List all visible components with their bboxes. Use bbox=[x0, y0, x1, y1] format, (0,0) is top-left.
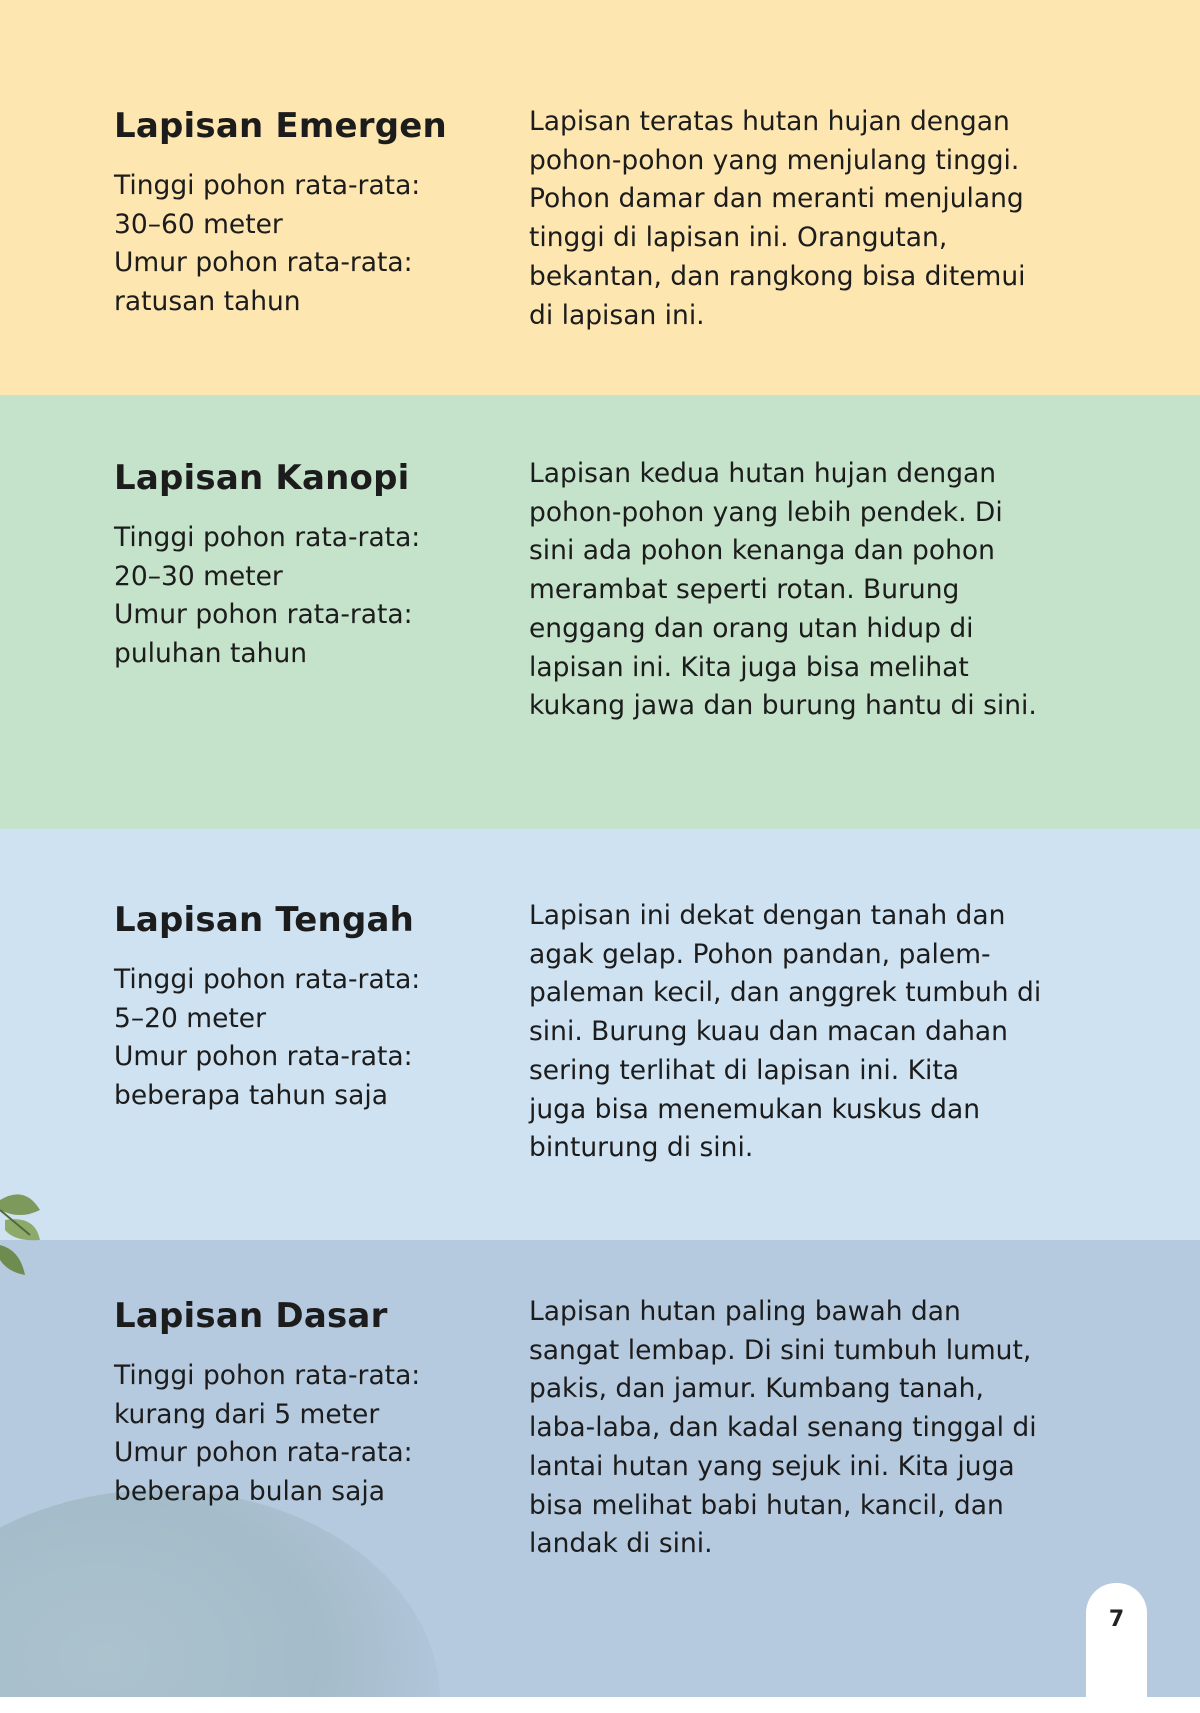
age-value: beberapa bulan saja bbox=[114, 1475, 385, 1507]
description-line: sini ada pohon kenanga dan pohon bbox=[529, 535, 995, 567]
layer-title: Lapisan Tengah bbox=[114, 900, 415, 940]
emergen-info bbox=[114, 106, 474, 322]
tengah-info bbox=[114, 900, 474, 1116]
tengah-description bbox=[529, 897, 1089, 1168]
description-line: juga bisa menemukan kuskus dan bbox=[529, 1093, 981, 1125]
description-line: bekantan, dan rangkong bisa ditemui bbox=[529, 260, 1026, 292]
description-line: landak di sini. bbox=[529, 1528, 713, 1560]
description-line: Lapisan ini dekat dengan tanah dan bbox=[529, 900, 1006, 931]
description-line: lantai hutan yang sejuk ini. Kita juga bbox=[529, 1450, 1015, 1482]
description-line: laba-laba, dan kadal senang tinggal di bbox=[529, 1412, 1037, 1444]
description-line: pohon-pohon yang lebih pendek. Di bbox=[529, 496, 1003, 528]
description-line: sini. Burung kuau dan macan dahan bbox=[529, 1016, 1008, 1048]
age-value: puluhan tahun bbox=[114, 637, 308, 669]
description-line: lapisan ini. Kita juga bisa melihat bbox=[529, 651, 969, 683]
kanopi-description bbox=[529, 455, 1089, 726]
page-number: 7 bbox=[1108, 1607, 1125, 1632]
dasar-description bbox=[529, 1293, 1089, 1564]
height-label: Tinggi pohon rata-rata: bbox=[114, 963, 421, 995]
description-line: pohon-pohon yang menjulang tinggi. bbox=[529, 144, 1020, 176]
background-hill bbox=[0, 1490, 440, 1697]
age-value: beberapa tahun saja bbox=[114, 1079, 388, 1111]
description-line: paleman kecil, dan anggrek tumbuh di bbox=[529, 977, 1042, 1009]
description-line: enggang dan orang utan hidup di bbox=[529, 612, 974, 644]
description-line: di lapisan ini. bbox=[529, 299, 705, 331]
description-line: Lapisan kedua hutan hujan dengan bbox=[529, 458, 997, 489]
height-label: Tinggi pohon rata-rata: bbox=[114, 1359, 421, 1391]
age-label: Umur pohon rata-rata: bbox=[114, 247, 413, 279]
description-line: Lapisan hutan paling bawah dan bbox=[529, 1296, 961, 1327]
kanopi-layer-section bbox=[0, 395, 1200, 829]
height-label: Tinggi pohon rata-rata: bbox=[114, 169, 421, 201]
height-label: Tinggi pohon rata-rata: bbox=[114, 521, 421, 553]
kanopi-info bbox=[114, 458, 474, 674]
layer-specs bbox=[114, 961, 474, 1116]
age-label: Umur pohon rata-rata: bbox=[114, 1041, 413, 1073]
description-line: tinggi di lapisan ini. Orangutan, bbox=[529, 222, 948, 254]
page-number-tab bbox=[1086, 1583, 1147, 1713]
description-line: bisa melihat babi hutan, kancil, dan bbox=[529, 1489, 1004, 1521]
description-line: sangat lembap. Di sini tumbuh lumut, bbox=[529, 1334, 1032, 1366]
age-value: ratusan tahun bbox=[114, 285, 301, 317]
description-line: Pohon damar dan meranti menjulang bbox=[529, 183, 1024, 215]
description-line: agak gelap. Pohon pandan, palem- bbox=[529, 938, 991, 970]
height-value: 20–30 meter bbox=[114, 560, 283, 592]
dasar-info bbox=[114, 1296, 474, 1512]
description-line: pakis, dan jamur. Kumbang tanah, bbox=[529, 1373, 984, 1405]
height-value: 5–20 meter bbox=[114, 1002, 266, 1034]
tengah-layer-section bbox=[0, 829, 1200, 1240]
emergen-layer-section bbox=[0, 0, 1200, 395]
age-label: Umur pohon rata-rata: bbox=[114, 599, 413, 631]
description-line: merambat seperti rotan. Burung bbox=[529, 574, 960, 606]
height-value: 30–60 meter bbox=[114, 208, 283, 240]
height-value: kurang dari 5 meter bbox=[114, 1398, 380, 1430]
description-line: kukang jawa dan burung hantu di sini. bbox=[529, 690, 1037, 722]
layer-title: Lapisan Dasar bbox=[114, 1296, 388, 1336]
age-label: Umur pohon rata-rata: bbox=[114, 1437, 413, 1469]
description-line: sering terlihat di lapisan ini. Kita bbox=[529, 1054, 959, 1086]
dasar-layer-section bbox=[0, 1240, 1200, 1697]
layer-specs bbox=[114, 1357, 474, 1512]
description-line: binturung di sini. bbox=[529, 1132, 754, 1164]
layer-title: Lapisan Kanopi bbox=[114, 458, 410, 498]
layer-title: Lapisan Emergen bbox=[114, 106, 447, 146]
leaf-illustration bbox=[0, 1180, 60, 1300]
description-line: Lapisan teratas hutan hujan dengan bbox=[529, 106, 1010, 137]
emergen-description bbox=[529, 103, 1089, 335]
layer-specs bbox=[114, 167, 474, 322]
layer-specs bbox=[114, 519, 474, 674]
